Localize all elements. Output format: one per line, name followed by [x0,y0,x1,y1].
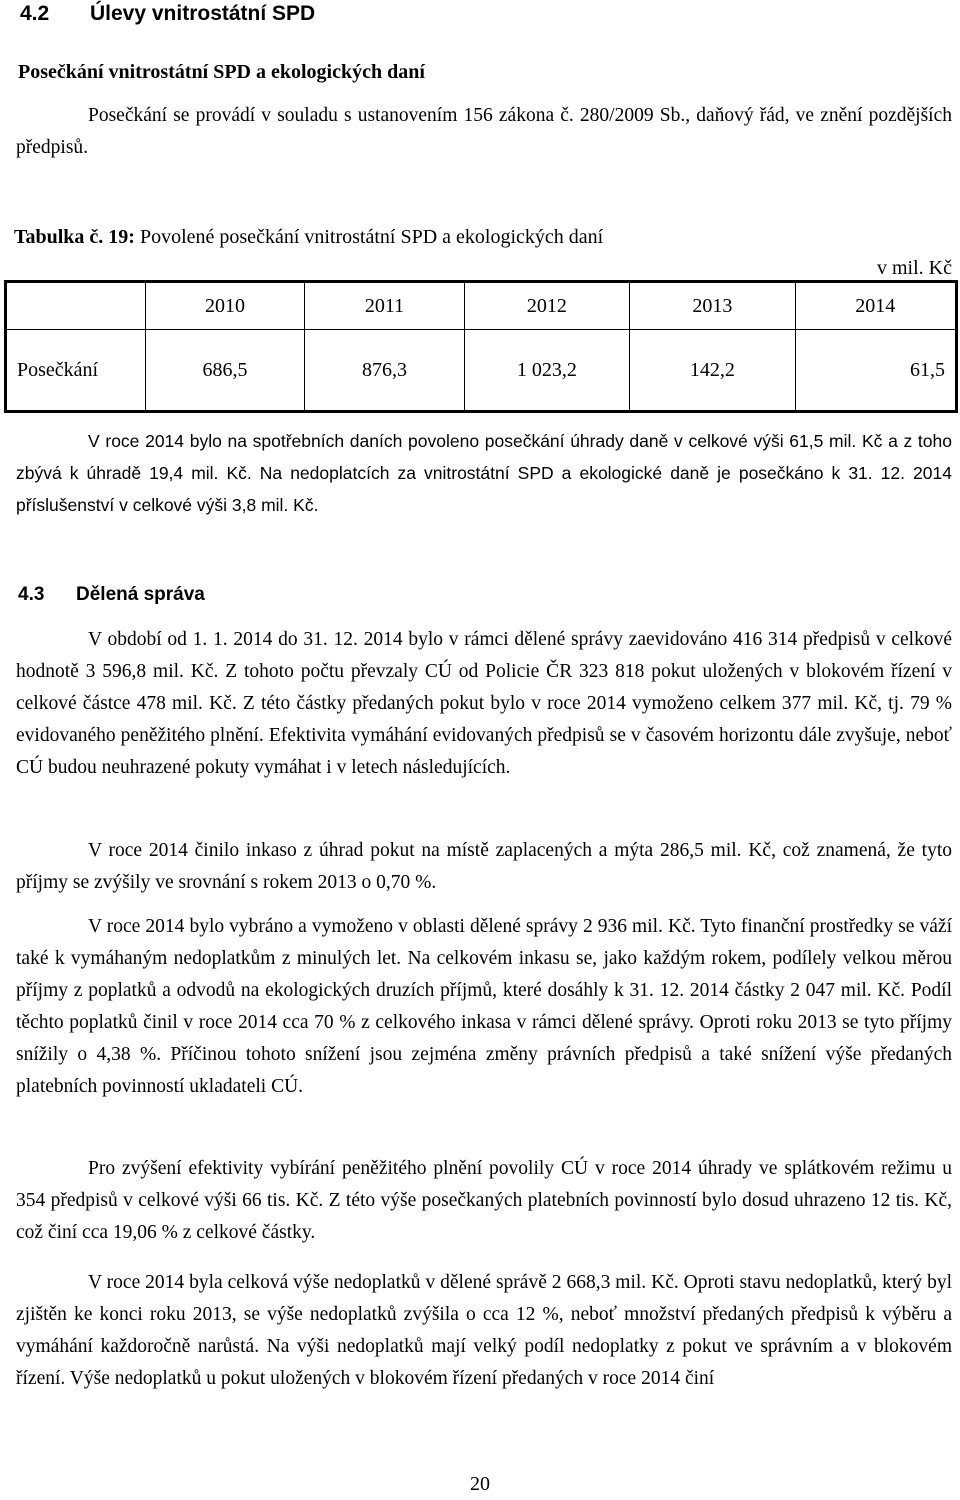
page-number: 20 [470,1473,490,1495]
table-unit: v mil. Kč [877,257,952,279]
body-paragraph: V roce 2014 činilo inkaso z úhrad pokut na místě zaplacených a mýta 286,5 mil. Kč, což znamená, že tyto příjmy se zvýšily ve srovnání s rokem 2013 o 0,70 %. [16,840,952,893]
body-paragraph: V období od 1. 1. 2014 do 31. 12. 2014 bylo v rámci dělené správy zaevidováno 416 314 předpisů v celkové hodnotě 3 596,8 mil. Kč. Z tohoto počtu převzaly CÚ od Policie ČR 323 818 pokut uložených v blokovém řízení v celkové částce 478 mil. Kč. Z této částky předaných pokut bylo v roce 2014 vymoženo celkem 377 mil. Kč, tj. 79 % evidovaného peněžitého plnění. Efektivita vymáhání evidovaných předpisů se v časovém horizontu dále zvyšuje, neboť CÚ budou neuhrazené pokuty vymáhat i v letech následujících. [16,629,952,778]
table-cell: 142,2 [630,330,795,412]
section-title: Úlevy vnitrostátní SPD [90,2,316,25]
table-cell: 686,5 [145,330,304,412]
table-caption [14,226,603,249]
data-table [4,280,958,413]
section-heading-4-2 [20,2,315,26]
table-header-row [6,282,957,330]
body-paragraph: V roce 2014 byla celková výše nedoplatků v dělené správě 2 668,3 mil. Kč. Oproti stavu nedoplatků, který byl zjištěn ke konci roku 2013, se výše nedoplatků zvýšila o cca 12 %, neboť množství předaných předpisů k výběru a vymáhání každoročně narůstá. Na výši nedoplatků mají velký podíl nedoplatky z pokut ve správním a v blokovém řízení. Výše nedoplatků u pokut uložených v blokovém řízení předaných v roce 2014 činí [16,1272,952,1389]
subheading: Posečkání vnitrostátní SPD a ekologických daní [18,61,425,83]
table-header-cell: 2013 [630,282,795,330]
table-cell: 61,5 [795,330,956,412]
body-paragraph: Pro zvýšení efektivity vybírání peněžitého plnění povolily CÚ v roce 2014 úhrady ve splátkovém režimu u 354 předpisů v celkové výši 66 tis. Kč. Z této výše posečkaných platebních povinností bylo dosud uhrazeno 12 tis. Kč, což činí cca 19,06 % z celkové částky. [16,1158,952,1243]
table-header-empty [6,282,146,330]
table-cell: 1 023,2 [464,330,629,412]
section-heading-4-3 [18,584,205,606]
body-paragraph: V roce 2014 bylo vybráno a vymoženo v oblasti dělené správy 2 936 mil. Kč. Tyto finanční prostředky se váží také k vymáhaným nedoplatkům z minulých let. Na celkovém inkasu se, jako každým rokem, podílely velkou měrou příjmy z poplatků a odvodů na ekologických druzích příjmů, které dosáhly k 31. 12. 2014 částky 2 047 mil. Kč. Podíl těchto poplatků činil v roce 2014 cca 70 % z celkového inkasa v rámci dělené správy. Oproti roku 2013 se tyto příjmy snížily o 4,38 %. Příčinou tohoto snížení jsou zejména změny právních předpisů a také snížení výše předaných platebních povinností ukladateli CÚ. [16,916,952,1097]
table-cell: 876,3 [305,330,464,412]
table-header-cell: 2014 [795,282,956,330]
table-header-cell: 2011 [305,282,464,330]
table-caption-label: Tabulka č. 19: [14,226,135,248]
section-number: 4.3 [18,584,45,605]
table-header-cell: 2010 [145,282,304,330]
table-row [6,330,957,412]
paragraph-after-table: V roce 2014 bylo na spotřebních daních povoleno posečkání úhrady daně v celkové výši 61,5 mil. Kč a z toho zbývá k úhradě 19,4 mil. Kč. Na nedoplatcích za vnitrostátní SPD a ekologické daně je posečkáno k 31. 12. 2014 příslušenství v celkové výši 3,8 mil. Kč. [16,431,952,515]
table-row-label: Posečkání [6,330,146,412]
table-caption-text: Povolené posečkání vnitrostátní SPD a ekologických daní [134,226,604,248]
section-title: Dělená správa [76,584,205,605]
section-number: 4.2 [20,2,50,25]
table-header-cell: 2012 [464,282,629,330]
intro-paragraph: Posečkání se provádí v souladu s ustanovením 156 zákona č. 280/2009 Sb., daňový řád, ve znění pozdějších předpisů. [16,105,952,158]
